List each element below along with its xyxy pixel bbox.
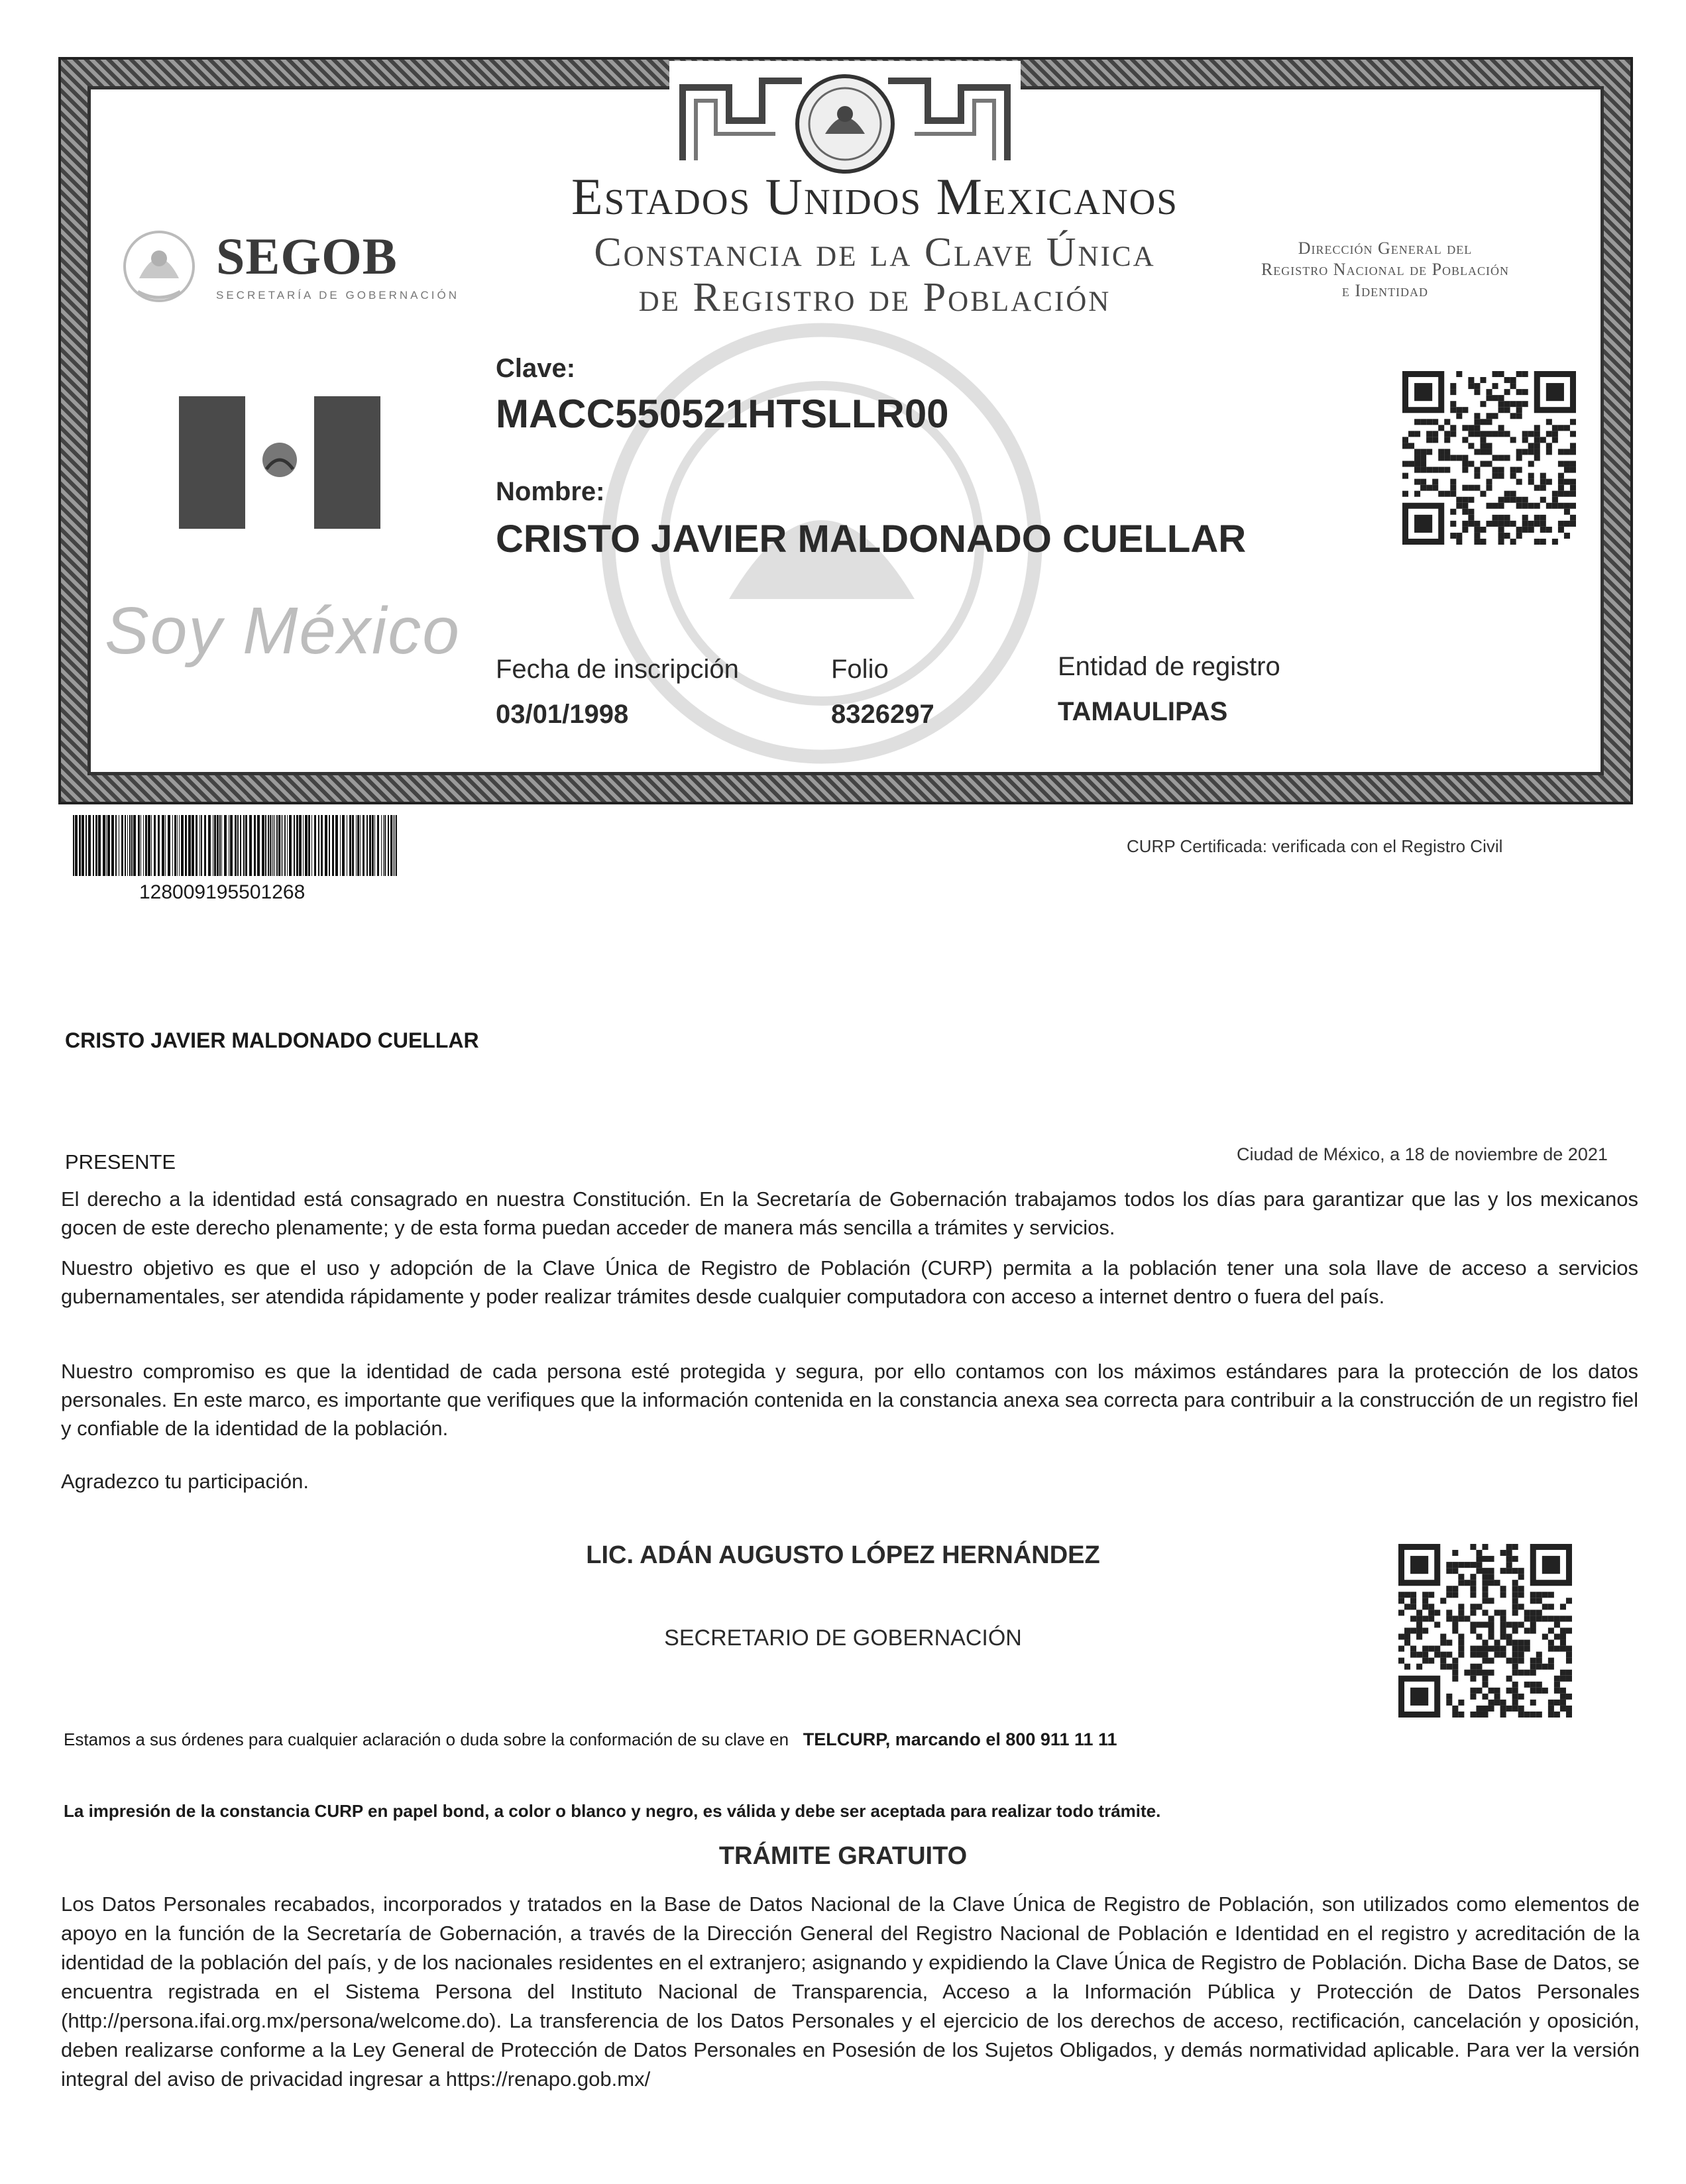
curp-certified-note: CURP Certificada: verificada con el Registro Civil bbox=[1127, 836, 1503, 856]
nombre-value: CRISTO JAVIER MALDONADO CUELLAR bbox=[496, 518, 1247, 561]
segob-subtitle: SECRETARÍA DE GOBERNACIÓN bbox=[216, 289, 460, 301]
entidad-registro-value: TAMAULIPAS bbox=[1058, 697, 1228, 726]
nombre-label: Nombre: bbox=[496, 477, 605, 506]
fecha-inscripcion-label: Fecha de inscripción bbox=[496, 655, 739, 684]
paragraph-objective: Nuestro objetivo es que el uso y adopción de la Clave Única de Registro de Población (CURP) permita a la población tener una sola llave de acceso a servicios gubernamentales, ser atendida rápidamente y poder realizar trámites desde cualquier computadora con acceso a internet dentro o fuera del país. bbox=[61, 1256, 1638, 1308]
paragraph-identity: El derecho a la identidad está consagrado en nuestra Constitución. En la Secretaría de Gobernación trabajamos todos los días para garantizar que las y los mexicanos gocen de este derecho plenamente; y de esta forma puedan acceder de manera más sencilla a trámites y servicios. bbox=[61, 1187, 1638, 1239]
qr-code-signature-icon bbox=[1398, 1544, 1572, 1718]
place-date: Ciudad de México, a 18 de noviembre de 2021 bbox=[1237, 1144, 1608, 1164]
title-constancia: Constancia de la Clave Única bbox=[594, 230, 1156, 275]
title-registro: de Registro de Población bbox=[638, 275, 1111, 320]
folio-label: Folio bbox=[831, 655, 889, 684]
signer-name: LIC. ADÁN AUGUSTO LÓPEZ HERNÁNDEZ bbox=[586, 1541, 1100, 1569]
barcode-number: 128009195501268 bbox=[139, 881, 306, 903]
mexican-flag-icon bbox=[179, 396, 380, 529]
fecha-inscripcion-value: 03/01/1998 bbox=[496, 700, 629, 729]
presente-label: PRESENTE bbox=[65, 1150, 176, 1174]
contact-text: Estamos a sus órdenes para cualquier aclaración o duda sobre la conformación de su clave en bbox=[64, 1729, 789, 1749]
paragraph-thanks: Agradezco tu participación. bbox=[61, 1470, 309, 1493]
contact-line bbox=[64, 1729, 1117, 1750]
barcode-icon bbox=[73, 815, 398, 876]
recipient-name: CRISTO JAVIER MALDONADO CUELLAR bbox=[65, 1028, 479, 1052]
privacy-notice: Los Datos Personales recabados, incorporados y tratados en la Base de Datos Nacional de la Clave Única de Registro de Población, son utilizados como elementos de apoyo en la función de la Secretaría de Gobernación, a través de la Dirección General del Registro Nacional de Población e Identidad en el registro y acreditación de la identidad de la población del país, y de los nacionales residentes en el extranjero; asignando y expidiendo la Clave Única de Registro de Población. Dicha Base de Datos, se encuentra registrada en el Sistema Persona del Instituto Nacional de Transparencia, Acceso a la Información Pública y Protección de Datos Personales (http://persona.ifai.org.mx/persona/welcome.do). La transferencia de los Datos Personales y el ejercicio de los derechos de acceso, rectificación, cancelación y oposición, deben realizarse conforme a la Ley General de Protección de Datos Personales en Posesión de los Sujetos Obligados, y demás normatividad aplicable. Para ver la versión integral del aviso de privacidad ingresar a https://renapo.gob.mx/ bbox=[61, 1892, 1640, 2091]
folio-value: 8326297 bbox=[831, 700, 934, 729]
clave-label: Clave: bbox=[496, 354, 576, 383]
segob-logo-text: SEGOB bbox=[216, 227, 398, 285]
print-validity-note: La impresión de la constancia CURP en papel bond, a color o blanco y negro, es válida y debe ser aceptada para realizar todo trámite. bbox=[64, 1801, 1161, 1821]
direccion-general-line1: Dirección General del bbox=[1298, 239, 1473, 258]
paragraph-commitment: Nuestro compromiso es que la identidad de cada persona esté protegida y segura, por ello contamos con los máximos estándares para la protección de los datos personales. En este marco, es importante que verifiques que la información contenida en la constancia anexa sea correcta para contribuir a la construcción de un registro fiel y confiable de la identidad de la población. bbox=[61, 1360, 1638, 1440]
telcurp-phone: TELCURP, marcando el 800 911 11 11 bbox=[803, 1729, 1117, 1749]
qr-code-icon bbox=[1402, 371, 1576, 545]
direccion-general-line3: e Identidad bbox=[1341, 281, 1429, 300]
title-estados-unidos: Estados Unidos Mexicanos bbox=[571, 168, 1178, 225]
signer-title: SECRETARIO DE GOBERNACIÓN bbox=[664, 1625, 1022, 1651]
segob-eagle-icon bbox=[119, 225, 199, 311]
entidad-registro-label: Entidad de registro bbox=[1058, 652, 1280, 681]
national-seal-icon bbox=[669, 61, 1021, 174]
tramite-gratuito-heading: TRÁMITE GRATUITO bbox=[718, 1842, 968, 1870]
direccion-general-line2: Registro Nacional de Población bbox=[1261, 260, 1510, 279]
clave-value: MACC550521HTSLLR00 bbox=[496, 392, 949, 436]
soy-mexico-logo: Soy México bbox=[105, 594, 461, 668]
